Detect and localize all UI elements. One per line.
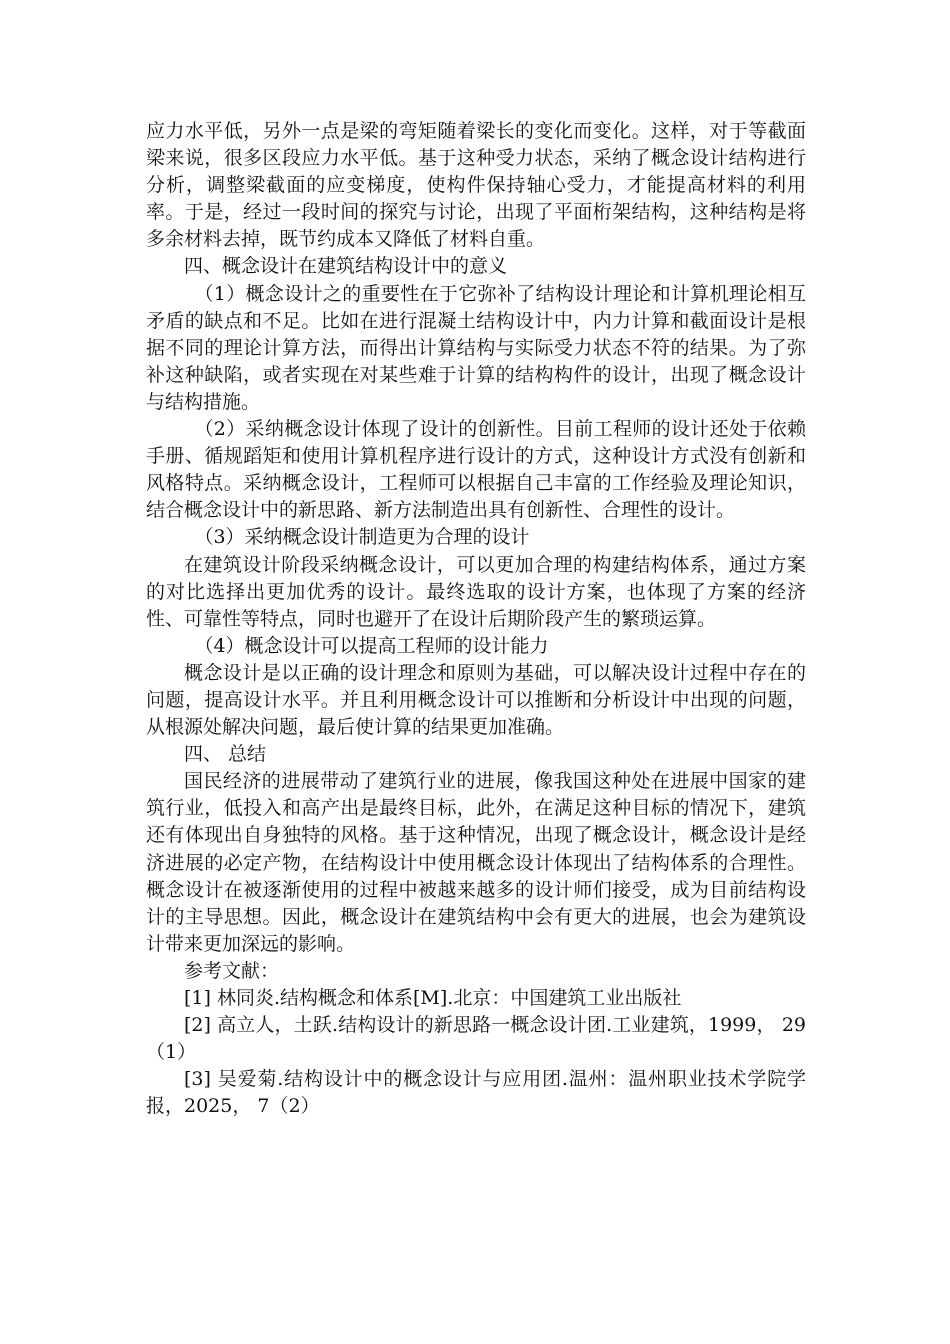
section-heading: 四、概念设计在建筑结构设计中的意义 bbox=[184, 255, 508, 278]
reference-item: [2] 高立人，土跃.结构设计的新思路一概念设计团.工业建筑，1999， 29（1） bbox=[146, 1014, 806, 1064]
paragraph-text: （1）概念设计之的重要性在于它弥补了结构设计理论和计算机理论相互矛盾的缺点和不足。比如在进行混凝土结构设计中，内力计算和截面设计是根据不同的理论计算方法，而得出计算结构与实际受力状态不符的结果。为了弥补这种缺陷，或者实现在对某些难于计算的结构构件的设计，出现了概念设计与结构措施。 bbox=[146, 282, 806, 413]
body-paragraph: 应力水平低，另外一点是梁的弯矩随着梁长的变化而变化。这样，对于等截面梁来说，很多区段应力水平低。基于这种受力状态，采纳了概念设计结构进行分析，调整梁截面的应变梯度，使构件保持轴心受力，才能提高材料的利用率。于是，经过一段时间的探究与讨论，出现了平面桁架结构，这种结构是将多余材料去掉，既节约成本又降低了材料自重。 bbox=[146, 120, 806, 251]
subsection-heading: （4）概念设计可以提高工程师的设计能力 bbox=[194, 634, 549, 657]
body-paragraph bbox=[146, 281, 806, 416]
body-paragraph: 概念设计是以正确的设计理念和原则为基础，可以解决设计过程中存在的问题，提高设计水平。并且利用概念设计可以推断和分析设计中出现的问题，从根源处解决问题，最后使计算的结果更加准确。 bbox=[146, 661, 806, 739]
reference-item: [1] 林同炎.结构概念和体系[M].北京：中国建筑工业出版社 bbox=[184, 987, 682, 1009]
body-paragraph bbox=[146, 416, 806, 524]
reference-item: [3] 吴爱菊.结构设计中的概念设计与应用团.温州：温州职业技术学院学报，2025， 7（2） bbox=[146, 1068, 806, 1118]
subsection-heading: （3）采纳概念设计制造更为合理的设计 bbox=[194, 526, 530, 549]
body-paragraph: 国民经济的进展带动了建筑行业的进展，像我国这种处在进展中国家的建筑行业，低投入和高产出是最终目标，此外，在满足这种目标的情况下，建筑还有体现出自身独特的风格。基于这种情况，出现了概念设计，概念设计是经济进展的必定产物，在结构设计中使用概念设计体现出了结构体系的合理性。概念设计在被逐渐使用的过程中被越来越多的设计师们接受，成为目前结构设计的主导思想。因此，概念设计在建筑结构中会有更大的进展，也会为建筑设计带来更加深远的影响。 bbox=[146, 770, 806, 955]
section-heading: 四、 总结 bbox=[184, 743, 267, 766]
document-page bbox=[146, 118, 806, 1120]
paragraph-text: （2）采纳概念设计体现了设计的创新性。目前工程师的设计还处于依赖手册、循规蹈矩和使用计算机程序进行设计的方式，这种设计方式没有创新和风格特点。采纳概念设计，工程师可以根据自己丰富的工作经验及理论知识，结合概念设计中的新思路、新方法制造出具有创新性、合理性的设计。 bbox=[146, 418, 806, 522]
body-paragraph: 在建筑设计阶段采纳概念设计，可以更加合理的构建结构体系，通过方案的对比选择出更加优秀的设计。最终选取的设计方案，也体现了方案的经济性、可靠性等特点，同时也避开了在设计后期阶段产生的繁琐运算。 bbox=[146, 553, 806, 630]
references-heading: 参考文献： bbox=[184, 959, 280, 982]
